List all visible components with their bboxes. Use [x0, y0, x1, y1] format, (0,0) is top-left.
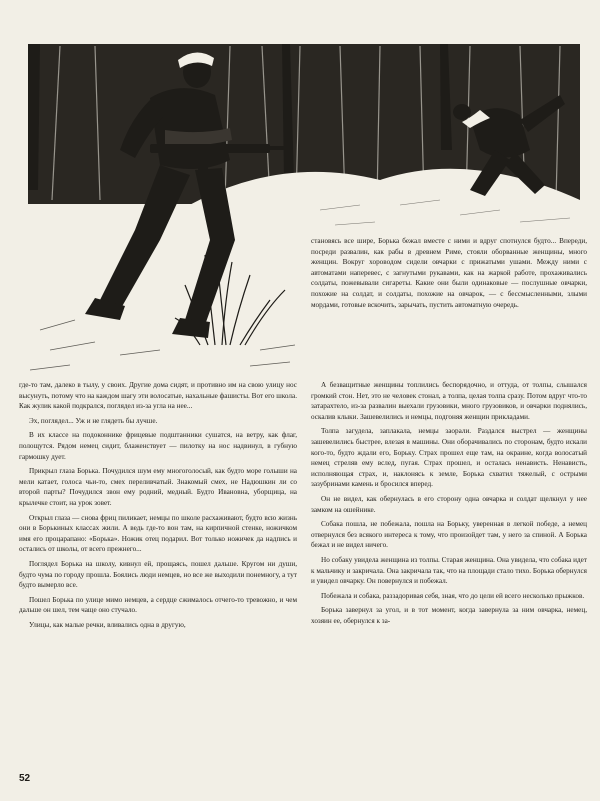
paragraph: Собака пошла, не побежала, пошла на Борьку, уверенная в легкой победе, а немец отвернулся без всякого интереса к тому, что произойдет там, у него за спиной. А Борька бежал и не видел ничего.	[311, 520, 587, 550]
paragraph: Поглядел Борька на школу, кивнул ей, прощаясь, пошел дальше. Кругом ни души, будто чума по городу прошла. Боялись люди немцев, но все же выходили понемногу, а тут будто вымерло все.	[19, 559, 297, 590]
paragraph: Он не видел, как обернулась в его сторону одна овчарка и солдат щелкнул у нее замком на ошейнике.	[311, 494, 587, 514]
paragraph: В их классе на подоконнике фрицевые подштанники сушатся, на ветру, как флаг, полощутся. Рядом немец сидит, блаженствует — пилотку на нос надвинул, в губную гармошку дует.	[19, 431, 297, 461]
paragraph: Улицы, как малые речки, вливались одна в другую,	[29, 620, 186, 629]
paragraph: Эх, поглядел... Уж и не глядеть бы лучше.	[29, 416, 158, 425]
paragraph: Прикрыл глаза Борька. Почудился шум ему многоголосый, как будто море голыши на мели катает, голоса чьи-то, смех переливчатый. Знакомый смех, не Надюшкин ли со второй парты? Почудился звон ему родний, медный. Будто Ивановна, уборщица, на крылечке стоит, на урок зовет.	[19, 467, 297, 507]
paragraph: где-то там, далеко в тылу, у своих. Другие дома сидят, и противно им на свою улицу нос высунуть, потому что на каждом шагу эти волосатые, нахальные фашисты. Вот его школа. Как жулик какой подкрался, поглядел из-за угла на нее...	[19, 381, 297, 411]
paragraph: Толпа загудела, заплакала, немцы заорали. Раздался выстрел — женщины зашевелились быстрее, влезая в машины. Они оборачивались по сторонам, будто искали кого-то, будто ждали его, Борьку. Страх прошел еще там, на окраине, когда волосатый немец стреляв ему вслед, пугая. Страх прошел, и осталась ненависть. Ненависть, исполняющая страх, и, наклонясь к земле, Борька схватил тяжелый, с острыми зазубринами камень и бросился вперед.	[311, 427, 587, 489]
paragraph: Но собаку увидела женщина из толпы. Старая женщина. Она увидела, что собака идет к мальчику и закричала. Она закричала так, что на площади стало тихо. Борька обернулся и увидел овчарку. Он повернулся и побежал.	[311, 555, 587, 586]
left-column	[19, 380, 297, 785]
right-column-upper	[311, 236, 587, 376]
paragraph: Открыл глаза — снова фриц пиликает, немцы по школе расхаживают, будто всю жизнь они в Борькиных классах жили. А ведь где-то вон там, на кирпичной стенке, ножичком имя его процарапано: «Борька». Ножик отец подарил. Вот только ножичек да надпись и остались от школы, от всего прежнего...	[19, 513, 297, 554]
paragraph: А безващитные женщины топлились беспорядочно, и оттуда, от толпы, слышался громкий стон. Нет, это не человек стонал, а толпа, целая толпа сразу. Потом вдруг что-то затарахтело, из-за развалин выехали грузовики, много грузовиков, и овчарки поднялись, оскалив клыки. Зашевелились и немцы, подгоняя женщин прикладами.	[311, 381, 587, 421]
paragraph: Пошел Борька по улице мимо немцев, а сердце сжималось отчего-то тревожно, и чем дальше он шел, тем чаще оно стучало.	[19, 595, 297, 615]
paragraph: Борька завернул за угол, и в тот момент, когда завернула за ним овчарка, немец, хозяин ее, обернулся к за-	[311, 606, 587, 625]
page-number: 52	[19, 773, 31, 784]
right-column-lower	[311, 380, 587, 785]
paragraph: Побежала и собака, раззадоривая себя, зная, что до цели ей всего несколько прыжков.	[321, 591, 585, 600]
paragraph: становясь все шире, Борька бежал вместе с ними и вдруг спотнулся будто... Впереди, посреди развалин, как рабы в древнем Риме, стояли оборванные женщины, много женщин. Вокруг хороводом сидели овчарки с прижатыми ушами. Между ними с автоматами наперевес, с загнутыми рукавами, как на жаркой работе, прохаживались солдаты, пожевывали сигареты. Какие они были одинаковые — послушные овчарки, похожие на солдат, и солдаты, похожие на овчарок, — с бессмысленными, злыми мордами, готовые вскочить, зарычать, пустить автоматную очередь.	[311, 237, 587, 309]
